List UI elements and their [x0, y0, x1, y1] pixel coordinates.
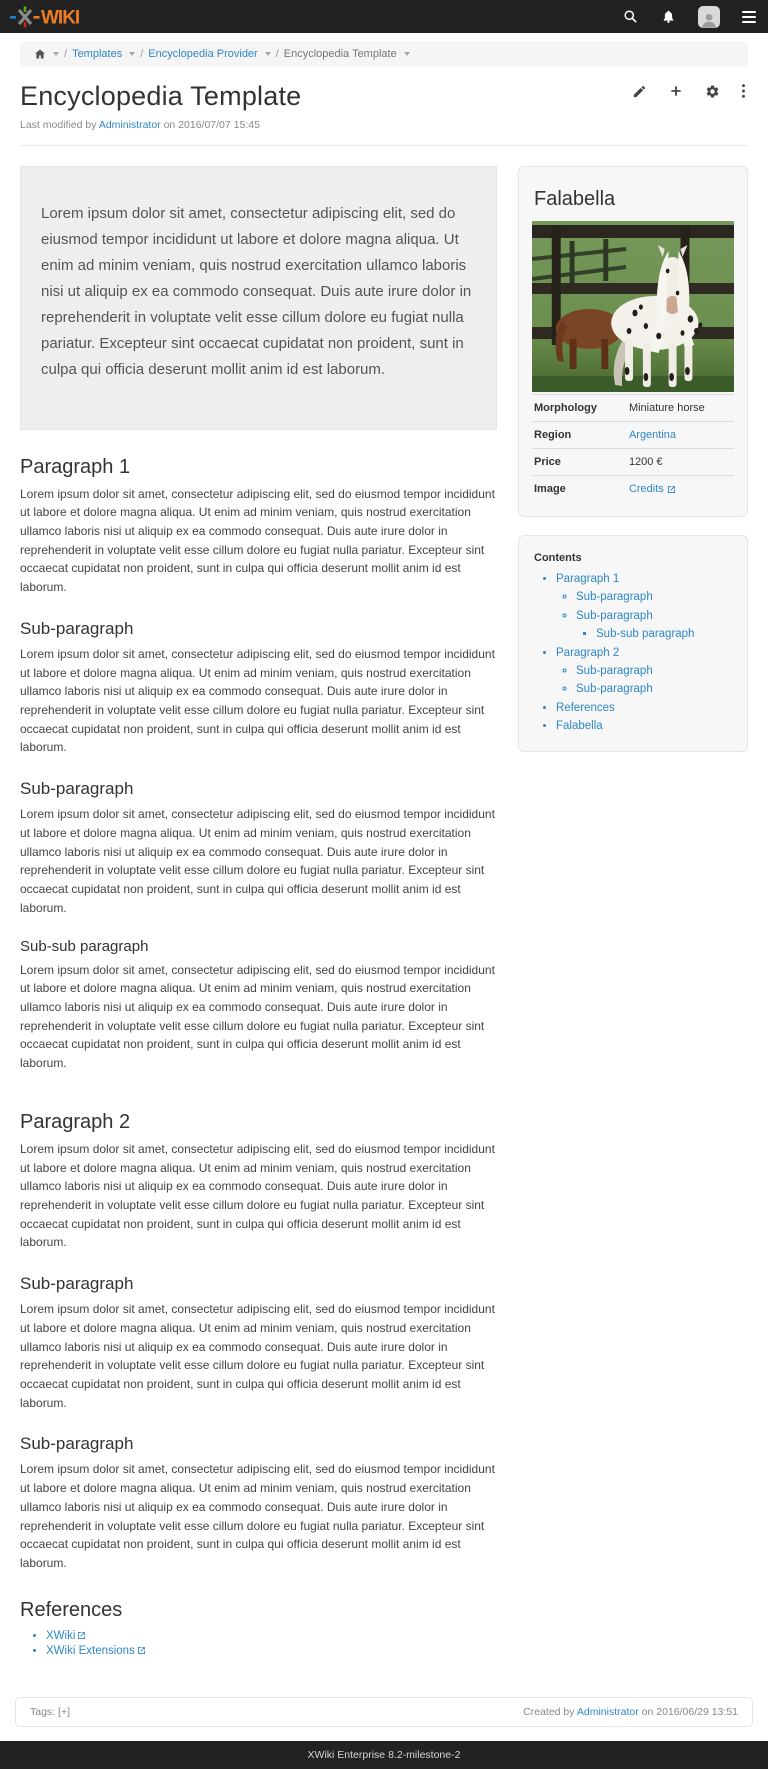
modified-prefix: Last modified by — [20, 119, 97, 131]
infobox-table — [532, 394, 734, 502]
external-link-icon — [77, 1631, 86, 1640]
more-options-dots-icon[interactable] — [741, 83, 746, 99]
body-paragraph: Lorem ipsum dolor sit amet, consectetur adipiscing elit, sed do eiusmod tempor incididunt ut labore et dolore magna aliqua. Ut enim ad minim veniam, quis nostrud exercitation ullamco laboris nisi ut aliquip ex ea commodo consequat. Duis aute irure dolor in reprehenderit in voluptate velit esse cillum dolore eu fugiat nulla pariatur. Excepteur sint occaecat cupidatat non proident, sunt in culpa qui officia deserunt mollit anim id est laborum. — [20, 1302, 495, 1410]
list-item — [556, 701, 734, 715]
breadcrumb-current-page: Encyclopedia Template — [283, 48, 397, 60]
infobox-label: Image — [532, 476, 627, 503]
created-by-line — [523, 1706, 738, 1718]
search-icon[interactable] — [622, 9, 638, 25]
page-header — [0, 67, 768, 131]
contents-title: Contents — [534, 552, 582, 564]
last-modified-line — [20, 119, 748, 131]
section-heading-sub-paragraph-2: Sub-paragraph — [20, 779, 134, 799]
list-item — [556, 719, 734, 733]
edit-pencil-icon[interactable] — [632, 84, 647, 99]
infobox-value: Miniature horse — [627, 395, 734, 422]
section-heading-references: References — [20, 1598, 123, 1621]
section-heading-sub-sub-paragraph: Sub-sub paragraph — [20, 937, 149, 955]
references-list — [46, 1630, 497, 1657]
toc-link-references[interactable]: References — [556, 701, 615, 714]
body-paragraph: Lorem ipsum dolor sit amet, consectetur adipiscing elit, sed do eiusmod tempor incididunt ut labore et dolore magna aliqua. Ut enim ad minim veniam, quis nostrud exercitation ullamco laboris nisi ut aliquip ex ea commodo consequat. Duis aute irure dolor in reprehenderit in voluptate velit esse cillum dolore eu fugiat nulla pariatur. Excepteur sint occaecat cupidatat non proident, sunt in culpa qui officia deserunt mollit anim id est laborum. — [20, 1462, 495, 1571]
list-item — [556, 572, 734, 642]
user-avatar[interactable] — [698, 6, 720, 28]
table-row — [532, 395, 734, 422]
toc-link-paragraph-1[interactable]: Paragraph 1 — [556, 573, 620, 585]
infobox-value: 1200 € — [627, 449, 734, 476]
created-prefix: Created by — [523, 1705, 575, 1718]
table-row — [532, 422, 734, 449]
home-icon[interactable] — [34, 48, 46, 60]
list-item — [576, 682, 734, 696]
list-item — [46, 1630, 497, 1642]
page-title: Encyclopedia Template — [20, 81, 302, 111]
xwiki-logo[interactable] — [10, 6, 94, 28]
infobox-title: Falabella — [534, 188, 616, 210]
breadcrumb-link-templates[interactable]: Templates — [72, 48, 123, 60]
breadcrumb-link-encyclopedia-provider[interactable]: Encyclopedia Provider — [148, 48, 258, 60]
table-row — [532, 476, 734, 503]
list-item — [46, 1645, 497, 1657]
version-footer-bar — [0, 1741, 768, 1769]
section-heading-sub-paragraph-1: Sub-paragraph — [20, 618, 134, 638]
toc-link-sub-paragraph[interactable]: Sub-paragraph — [576, 683, 653, 696]
contents-panel — [518, 535, 748, 752]
external-link-icon — [667, 485, 676, 494]
reference-link-xwiki-extensions[interactable]: • XWiki Extensions — [46, 1645, 146, 1657]
list-item — [576, 590, 734, 604]
notifications-bell-icon[interactable] — [660, 9, 676, 25]
breadcrumb-separator: / — [275, 48, 279, 60]
document-footer — [15, 1697, 753, 1727]
created-by-user-link[interactable]: Administrator — [576, 1705, 639, 1718]
breadcrumb — [20, 41, 748, 67]
toc-link-paragraph-2[interactable]: Paragraph 2 — [556, 646, 620, 659]
settings-gear-icon[interactable] — [705, 84, 720, 99]
version-text: XWiki Enterprise 8.2-milestone-2 — [307, 1748, 461, 1761]
lead-paragraph-box: Lorem ipsum dolor sit amet, consectetur adipiscing elit, sed do eiusmod tempor incididunt ut labore et dolore magna aliqua. Ut enim ad minim veniam, quis nostrud exercitation ullamco laboris nisi ut aliquip ex ea commodo consequat. Duis aute irure dolor in reprehenderit in voluptate velit esse cillum dolore eu fugiat nulla pariatur. Excepteur sint occaecat cupidatat non proident, sunt in culpa qui officia deserunt mollit anim id est laborum. — [20, 166, 497, 430]
created-suffix: on 2016/06/29 13:51 — [641, 1705, 738, 1718]
breadcrumb-caret[interactable] — [404, 52, 410, 56]
toc-link-sub-paragraph[interactable]: Sub-paragraph — [576, 591, 653, 604]
external-link-icon — [137, 1646, 146, 1655]
list-item — [596, 627, 734, 641]
document-content — [20, 166, 497, 1671]
section-heading-sub-paragraph-4: Sub-paragraph — [20, 1434, 134, 1454]
table-row — [532, 449, 734, 476]
infobox-panel — [518, 166, 748, 517]
body-paragraph: Lorem ipsum dolor sit amet, consectetur adipiscing elit, sed do eiusmod tempor incididunt ut labore et dolore magna aliqua. Ut enim ad minim veniam, quis nostrud exercitation ullamco laboris nisi ut aliquip ex ea commodo consequat. Duis aute irure dolor in reprehenderit in voluptate velit esse cillum dolore eu fugiat nulla pariatur. Excepteur sint occaecat cupidatat non proident, sunt in culpa qui officia deserunt mollit anim id est laborum. — [20, 962, 495, 1071]
section-heading-paragraph-1: Paragraph 1 — [20, 455, 131, 478]
breadcrumb-caret[interactable] — [53, 52, 59, 56]
breadcrumb-separator: / — [140, 48, 144, 60]
image-credits-link[interactable]: Credits — [629, 483, 676, 495]
tags-area — [30, 1706, 70, 1718]
region-link[interactable]: Argentina — [628, 429, 677, 441]
modified-suffix: on 2016/07/07 15:45 — [163, 119, 260, 131]
modified-by-user-link[interactable]: Administrator — [98, 119, 161, 131]
body-paragraph: Lorem ipsum dolor sit amet, consectetur adipiscing elit, sed do eiusmod tempor incididunt ut labore et dolore magna aliqua. Ut enim ad minim veniam, quis nostrud exercitation ullamco laboris nisi ut aliquip ex ea commodo consequat. Duis aute irure dolor in reprehenderit in voluptate velit esse cillum dolore eu fugiat nulla pariatur. Excepteur sint occaecat cupidatat non proident, sunt in culpa qui officia deserunt mollit anim id est laborum. — [20, 807, 495, 915]
toc-link-falabella[interactable]: Falabella — [556, 720, 603, 732]
hamburger-menu-icon[interactable] — [742, 11, 756, 23]
top-navbar — [0, 0, 768, 33]
section-heading-paragraph-2: Paragraph 2 — [20, 1110, 131, 1133]
tags-label: Tags: — [30, 1705, 56, 1718]
falabella-horse-photo — [532, 221, 734, 392]
add-tag-button[interactable]: [+] — [58, 1705, 70, 1718]
section-heading-sub-paragraph-3: Sub-paragraph — [20, 1274, 134, 1294]
breadcrumb-separator: / — [64, 48, 68, 60]
infobox-label: Morphology — [532, 395, 627, 422]
list-item — [556, 646, 734, 697]
body-paragraph: Lorem ipsum dolor sit amet, consectetur adipiscing elit, sed do eiusmod tempor incididunt ut labore et dolore magna aliqua. Ut enim ad minim veniam, quis nostrud exercitation ullamco laboris nisi ut aliquip ex ea commodo consequat. Duis aute irure dolor in reprehenderit in voluptate velit esse cillum dolore eu fugiat nulla pariatur. Excepteur sint occaecat cupidatat non proident, sunt in culpa qui officia deserunt mollit anim id est laborum. — [20, 1141, 495, 1250]
right-sidebar — [518, 166, 748, 752]
toc-link-sub-paragraph[interactable]: Sub-paragraph — [576, 664, 653, 677]
list-item — [576, 609, 734, 642]
toc-link-sub-sub-paragraph[interactable]: Sub-sub paragraph — [596, 628, 695, 641]
svg-text:WIKI: WIKI — [41, 7, 80, 28]
breadcrumb-caret[interactable] — [265, 52, 271, 56]
infobox-label: Price — [532, 449, 627, 476]
toc-link-sub-paragraph[interactable]: Sub-paragraph — [576, 609, 653, 622]
body-paragraph: Lorem ipsum dolor sit amet, consectetur adipiscing elit, sed do eiusmod tempor incididunt ut labore et dolore magna aliqua. Ut enim ad minim veniam, quis nostrud exercitation ullamco laboris nisi ut aliquip ex ea commodo consequat. Duis aute irure dolor in reprehenderit in voluptate velit esse cillum dolore eu fugiat nulla pariatur. Excepteur sint occaecat cupidatat non proident, sunt in culpa qui officia deserunt mollit anim id est laborum. — [20, 486, 495, 595]
xwiki-logo-icon — [10, 6, 94, 28]
add-plus-icon[interactable] — [668, 83, 684, 99]
reference-link-xwiki[interactable]: • XWiki — [46, 1630, 86, 1642]
body-paragraph: Lorem ipsum dolor sit amet, consectetur adipiscing elit, sed do eiusmod tempor incididunt ut labore et dolore magna aliqua. Ut enim ad minim veniam, quis nostrud exercitation ullamco laboris nisi ut aliquip ex ea commodo consequat. Duis aute irure dolor in reprehenderit in voluptate velit esse cillum dolore eu fugiat nulla pariatur. Excepteur sint occaecat cupidatat non proident, sunt in culpa qui officia deserunt mollit anim id est laborum. — [20, 646, 495, 755]
breadcrumb-caret[interactable] — [129, 52, 135, 56]
list-item — [576, 664, 734, 678]
infobox-label: Region — [532, 422, 627, 449]
